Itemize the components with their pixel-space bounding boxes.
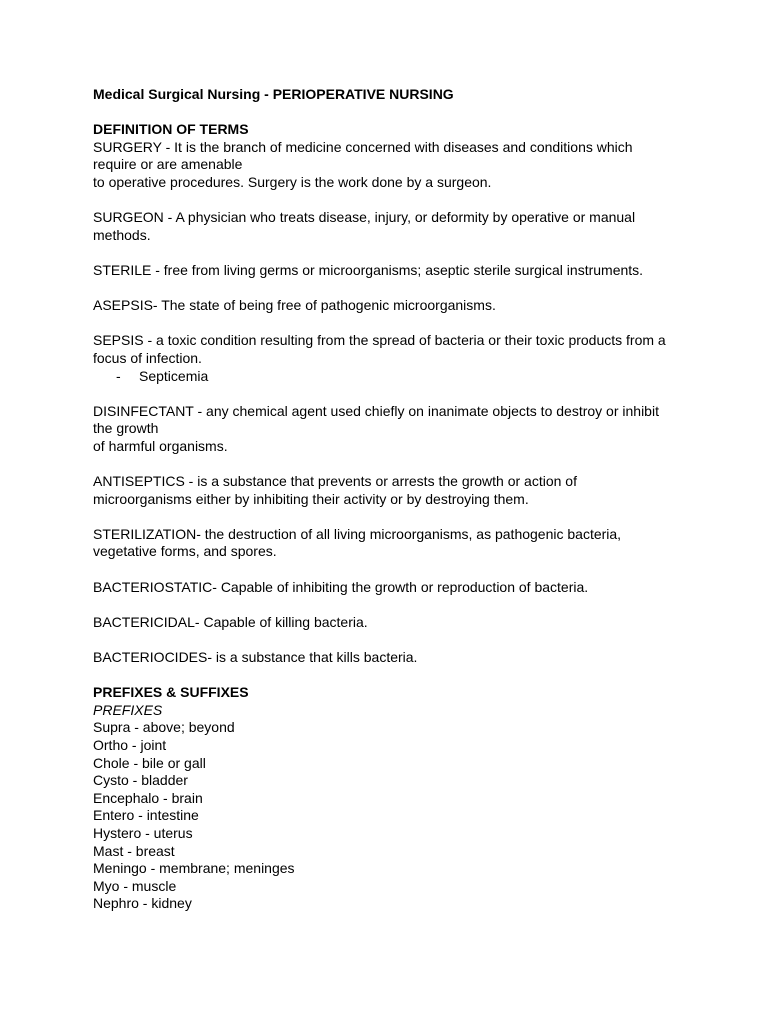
list-item: Mast - breast	[93, 842, 175, 859]
term-text: DISINFECTANT - any chemical agent used chiefly on inanimate objects to destroy or inhibit	[93, 402, 659, 419]
list-item: Supra - above; beyond	[93, 719, 235, 736]
prefixes-suffixes-heading: PREFIXES & SUFFIXES	[93, 684, 249, 701]
list-item: Nephro - kidney	[93, 895, 192, 912]
term-text: STERILIZATION- the destruction of all living microorganisms, as pathogenic bacteria,	[93, 525, 622, 542]
list-item: Chole - bile or gall	[93, 754, 206, 771]
bullet-item	[93, 368, 693, 386]
list-item: Cysto - bladder	[93, 772, 188, 789]
term-text: BACTERIOCIDES- is a substance that kills bacteria.	[93, 649, 418, 665]
term-sepsis	[93, 332, 693, 385]
term-bacteriocides	[93, 649, 693, 667]
list-item: Myo - muscle	[93, 877, 177, 894]
list-item: Encephalo - brain	[93, 789, 203, 806]
term-text: SEPSIS - a toxic condition resulting from the spread of bacteria or their toxic products from a	[93, 332, 666, 349]
term-text: to operative procedures. Surgery is the work done by a surgeon.	[93, 173, 492, 190]
list-item: Ortho - joint	[93, 736, 167, 753]
term-text: methods.	[93, 226, 151, 243]
term-bactericidal	[93, 614, 693, 632]
term-text: BACTERIOSTATIC- Capable of inhibiting the growth or reproduction of bacteria.	[93, 578, 589, 595]
bullet-marker: -	[116, 367, 121, 384]
term-text: ASEPSIS- The state of being free of pathogenic microorganisms.	[93, 297, 496, 314]
term-sterilization	[93, 526, 693, 561]
term-text: require or are amenable	[93, 156, 243, 173]
term-asepsis	[93, 297, 693, 315]
definitions-heading: DEFINITION OF TERMS	[93, 121, 249, 138]
term-text: focus of infection.	[93, 349, 202, 366]
term-text: the growth	[93, 420, 159, 437]
term-text: BACTERICIDAL- Capable of killing bacteria.	[93, 613, 368, 630]
term-sterile	[93, 262, 693, 280]
term-text: SURGERY - It is the branch of medicine concerned with diseases and conditions which	[93, 138, 633, 155]
document-page	[93, 86, 693, 913]
list-item: Meningo - membrane; meninges	[93, 860, 295, 877]
prefix-list	[93, 719, 693, 913]
bullet-text: Septicemia	[139, 367, 209, 384]
list-item: Hystero - uterus	[93, 824, 193, 841]
term-disinfectant	[93, 403, 693, 456]
term-text: ANTISEPTICS - is a substance that prevents or arrests the growth or action of	[93, 473, 577, 490]
term-text: vegetative forms, and spores.	[93, 543, 277, 560]
term-text: SURGEON - A physician who treats disease, injury, or deformity by operative or manual	[93, 209, 636, 226]
prefixes-subheading: PREFIXES	[93, 701, 163, 718]
term-text: STERILE - free from living germs or microorganisms; aseptic sterile surgical instruments.	[93, 261, 644, 278]
term-surgeon	[93, 209, 693, 244]
term-surgery	[93, 139, 693, 192]
term-text: of harmful organisms.	[93, 437, 228, 454]
list-item: Entero - intestine	[93, 807, 199, 824]
term-antiseptics	[93, 473, 693, 508]
term-text: microorganisms either by inhibiting their activity or by destroying them.	[93, 490, 529, 507]
term-bacteriostatic	[93, 579, 693, 597]
document-title: Medical Surgical Nursing - PERIOPERATIVE NURSING	[93, 86, 454, 102]
